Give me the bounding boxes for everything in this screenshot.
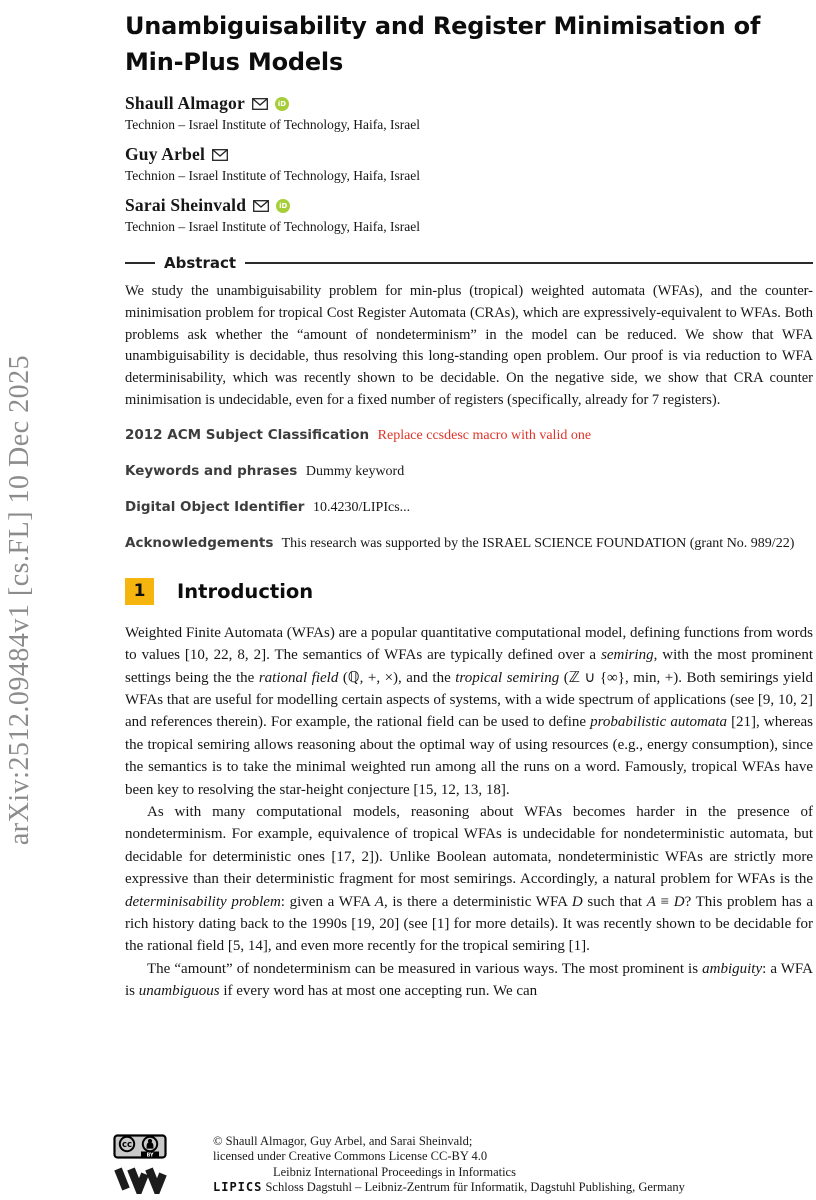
text-segment: The “amount” of nondeterminism can be measured in various ways. The most prominent is [147,960,703,977]
text-segment: (ℚ, +, ×), and the [338,669,456,686]
page-footer [113,1131,811,1199]
text-segment: semiring [601,647,654,664]
author-affiliation: Technion – Israel Institute of Technology, Haifa, Israel [125,117,421,132]
text-segment: Weighted Finite Automata (WFAs) are a popular quantitative computational model, defining functions from words to values [10, 22, 8, 2]. The semantics of WFAs are typically defined over a [125,624,813,664]
acknowledgements-value: This research was supported by the ISRAEL SCIENCE FOUNDATION (grant No. 989/22) [281,535,795,551]
author-affiliation: Technion – Israel Institute of Technology, Haifa, Israel [125,219,421,234]
metadata-block [125,425,813,554]
text-segment: : a WFA is [125,960,813,1000]
doi-row [125,497,813,518]
text-segment: A [646,893,656,910]
author-block [125,144,813,184]
abstract-text: We study the unambiguisability problem for min-plus (tropical) weighted automata (WFAs), and the counter-minimisation problem for tropical Cost Register Automata (CRAs), which are expressively-equivalent to WFAs. Both problems ask whether the “amount of nondeterminism” in the model can be reduced. We show that WFA unambiguisability is decidable, thus resolving this long-standing open problem. Our proof is via reduction to WFA determinisability, which was recently shown to be decidable. On the negative side, we show that CRA counter minimisation is undecidable, even for a fixed number of registers (specifically, already for 7 registers). [125,283,813,408]
lipics-logo-icon [113,1167,171,1199]
paper-title-line1: Unambiguisability and Register Minimisation of [125,12,761,40]
text-segment: As with many computational models, reasoning about WFAs becomes harder in the presence of nondeterminism. For example, equivalence of tropical WFAs is undecidable for nondeterministic automata, but decidable for deterministic ones [17, 2]). Unlike Boolean automata, nondeterministic WFAs are strictly more expressive than their deterministic fragment for most semirings. Accordingly, a natural problem for WFAs is the [125,804,813,888]
abstract-rule-left [125,262,155,264]
paper-page [125,0,813,1003]
svg-text:BY: BY [146,1152,154,1158]
keywords-row [125,461,813,482]
orcid-icon[interactable]: iD [276,199,290,213]
author-block [125,93,813,133]
abstract-heading [125,254,813,272]
paper-title-line2: Min-Plus Models [125,48,344,76]
email-icon[interactable] [253,200,269,212]
section-heading [125,578,813,605]
text-segment: rational field [258,669,339,686]
author-name: Shaull Almagor [125,93,245,113]
author-list [125,93,813,235]
author-name: Guy Arbel [125,144,206,164]
text-segment: D [673,893,685,910]
abstract-rule-right [245,262,813,264]
keywords-value: Dummy keyword [305,463,405,479]
author-affiliation: Technion – Israel Institute of Technology, Haifa, Israel [125,168,421,183]
text-segment: such that [582,893,647,910]
acknowledgements-label: Acknowledgements [125,534,274,551]
author-block [125,195,813,235]
email-icon[interactable] [212,149,228,161]
paper-title [125,8,813,80]
svg-text:cc: cc [121,1139,133,1150]
doi-label: Digital Object Identifier [125,498,305,515]
paragraph [125,801,813,958]
text-segment: probabilistic automata [590,714,727,731]
section-number-box: 1 [125,578,154,605]
license-line: licensed under Creative Commons License CC-BY 4.0 [213,1149,488,1163]
cc-by-license-icon[interactable] [113,1134,213,1164]
text-segment: A [374,893,384,910]
abstract-section [125,254,813,412]
text-segment: ≡ [655,893,674,910]
text-segment: [21], whereas the tropical semiring allows reasoning about the optimal way of using resources (e.g., energy consumption), since the semantics is to take the minimal weighted run among all the runs on a word. Famously, tropical WFAs have been key to resolving the star-height conjecture [15, 12, 13, 18]. [125,714,814,798]
abstract-label: Abstract [164,254,237,272]
text-segment: ? This problem has a rich history dating back to the 1990s [19, 20] (see [1] for more details). It was recently shown to be decidable for the rational field [5, 14], and even more recently for the tropical semiring [1]. [125,893,813,955]
doi-value[interactable]: 10.4230/LIPIcs... [312,499,411,515]
introduction-body [125,622,813,1003]
author-name: Sarai Sheinvald [125,195,247,215]
text-segment: , with the most prominent settings being the the [125,647,814,686]
keywords-label: Keywords and phrases [125,462,298,479]
text-segment: if every word has at most one accepting run. We can [219,983,538,1000]
text-segment: , is there a deterministic WFA [383,893,572,910]
orcid-icon[interactable]: iD [275,97,289,111]
text-segment: determinisability problem [125,893,281,910]
paragraph [125,958,813,1003]
acm-classification-row [125,425,813,446]
paragraph [125,622,813,801]
acm-classification-label: 2012 ACM Subject Classification [125,426,370,443]
text-segment: tropical semiring [455,669,560,686]
text-segment: : given a WFA [280,893,375,910]
publisher-line [213,1180,685,1196]
text-segment: D [571,893,583,910]
lipics-wordmark: LIPICS [213,1180,263,1194]
email-icon[interactable] [252,98,268,110]
cc-badge-column [113,1134,213,1164]
footer-license-text [213,1134,487,1165]
acm-classification-value: Replace ccsdesc macro with valid one [377,427,592,443]
text-segment: unambiguous [138,983,220,1000]
copyright-line: © Shaull Almagor, Guy Arbel, and Sarai Sheinvald; [213,1133,473,1148]
section-title: Introduction [177,579,314,603]
series-line: Leibniz International Proceedings in Informatics [273,1164,516,1179]
text-segment: ambiguity [702,960,763,977]
footer-publisher-text [213,1165,685,1196]
publisher-line-text: Schloss Dagstuhl – Leibniz-Zentrum für Informatik, Dagstuhl Publishing, Germany [265,1180,685,1194]
acknowledgements-row [125,533,813,554]
text-segment: (ℤ ∪ {∞}, min, +). Both semirings yield WFAs that are useful for modelling certain aspects of systems, with a wide spectrum of applications (see [9, 10, 2] and references therein). For example, the rational field can be used to define [125,669,813,731]
arxiv-watermark: arXiv:2512.09484v1 [cs.FL] 10 Dec 2025 [4,354,35,846]
